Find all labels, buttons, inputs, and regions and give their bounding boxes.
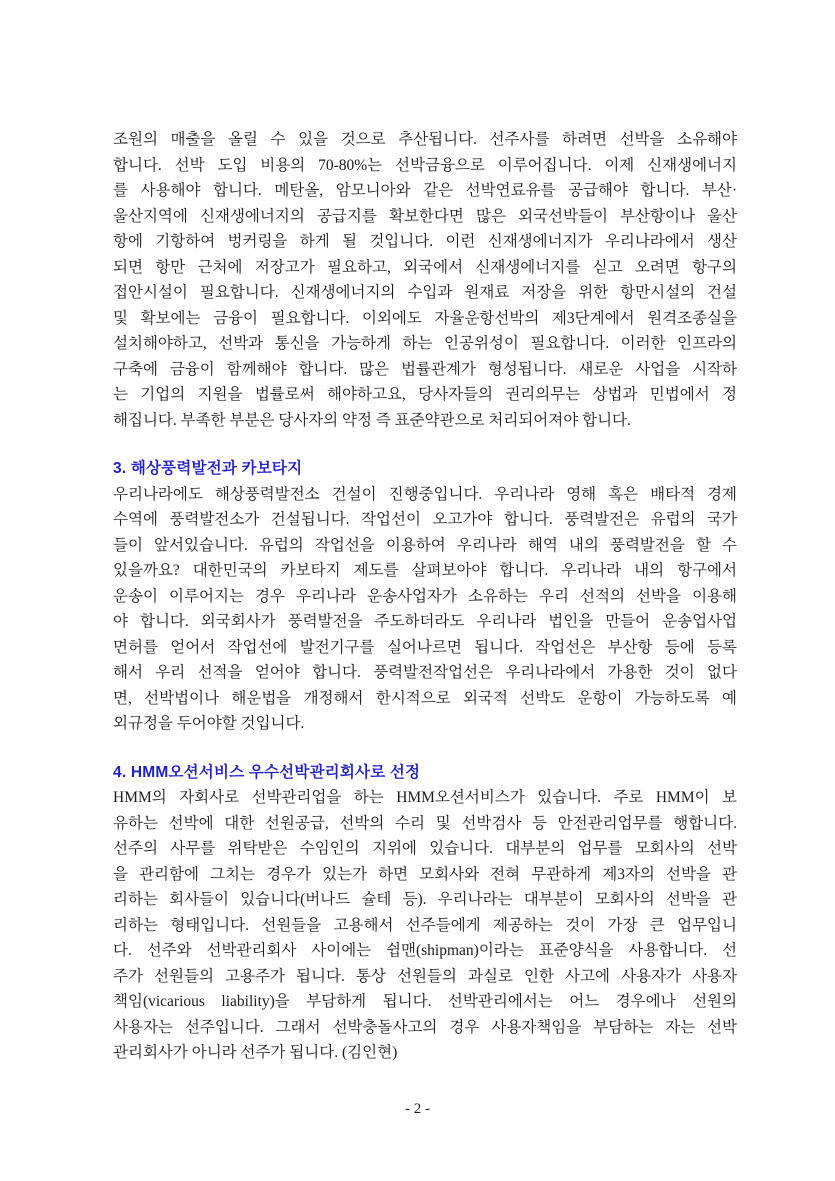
text-line: 야 합니다. 외국회사가 풍력발전을 주도하더라도 우리나라 법인을 만들어 운송업사업: [113, 613, 737, 630]
text-line: 운송이 이루어지는 경우 우리나라 운송사업자가 소유하는 우리 선적의 선박을 이용해: [113, 587, 737, 605]
text-line: 는 기업의 지원을 법률로써 해야하고요, 당사자들의 권리의무는 상법과 민법에서 정: [113, 386, 737, 403]
text-line: 설치해야하고, 선박과 통신을 가능하게 하는 인공위성이 필요합니다. 이러한 인프라의: [113, 335, 737, 352]
text-line: 되면 항만 근처에 저장고가 필요하고, 외국에서 신재생에너지를 싣고 오려면 항구의: [113, 258, 737, 276]
text-line: 를 사용해야 합니다. 메탄올, 암모니아와 같은 선박연료유를 공급해야 합니다. 부산·: [113, 182, 737, 199]
text-line: 해집니다. 부족한 부분은 당사자의 약정 즉 표준약관으로 처리되어져야 합니다.: [113, 411, 631, 429]
text-line: HMM의 자회사로 선박관리업을 하는 HMM오션서비스가 있습니다. 주로 HMM이 보: [113, 789, 737, 806]
text-line: 접안시설이 필요합니다. 신재생에너지의 수입과 원재료 저장을 위한 항만시설의 건설: [113, 284, 737, 301]
text-line: 울산지역에 신재생에너지의 공급지를 확보한다면 많은 외국선박들이 부산항이나 울산: [113, 207, 737, 225]
text-line: 면허를 얻어서 작업선에 발전기구를 실어나르면 됩니다. 작업선은 부산항 등에 등록: [113, 638, 737, 656]
text-line: 다. 선주와 선박관리회사 사이에는 쉽맨(shipman)이라는 표준양식을 사용합니다. 선: [113, 942, 737, 959]
text-line: 조원의 매출을 올릴 수 있을 것으로 추산됩니다. 선주사를 하려면 선박을 소유해야: [113, 131, 737, 148]
text-line: 있을까요? 대한민국의 카보타지 제도를 살펴보아야 합니다. 우리나라 내의 항구에서: [113, 562, 737, 579]
text-line: 책임(vicarious liability)을 부담하게 됩니다. 선박관리에서는 어느 경우에나 선원의: [113, 993, 737, 1010]
text-line: 관리회사가 아니라 선주가 됩니다. (김인현): [113, 1044, 398, 1061]
section-3-heading: 3. 해상풍력발전과 카보타지: [113, 460, 303, 477]
text-line: 사용자는 선주입니다. 그래서 선박충돌사고의 경우 사용자책임을 부담하는 자는 선박: [113, 1018, 737, 1036]
text-line: 면, 선박법이나 해운법을 개정해서 한시적으로 외국적 선박도 운항이 가능하도록 예: [113, 689, 737, 707]
text-line: 합니다. 선박 도입 비용의 70-80%는 선박금융으로 이루어집니다. 이제 신재생에너지: [113, 156, 737, 174]
text-line: 우리나라에도 해상풍력발전소 건설이 진행중입니다. 우리나라 영해 혹은 배타적 경제: [113, 485, 737, 503]
text-line: 외규정을 두어야할 것입니다.: [113, 715, 305, 732]
intro-paragraph: [113, 127, 737, 433]
document-content: [113, 127, 737, 1089]
text-line: 리하는 형태입니다. 선원들을 고용해서 선주들에게 제공하는 것이 가장 큰 업무입니: [113, 916, 737, 934]
text-line: 해서 우리 선적을 얻어야 합니다. 풍력발전작업선은 우리나라에서 가용한 것이 없다: [113, 664, 737, 681]
text-line: 들이 앞서있습니다. 유럽의 작업선을 이용하여 우리나라 해역 내의 풍력발전을 할 수: [113, 536, 737, 554]
text-line: 선주의 사무를 위탁받은 수임인의 지위에 있습니다. 대부분의 업무를 모회사의 선박: [113, 840, 737, 857]
text-line: 및 확보에는 금융이 필요합니다. 이외에도 자율운항선박의 제3단계에서 원격조종실을: [113, 309, 737, 327]
section-4-heading: 4. HMM오션서비스 우수선박관리회사로 선정: [113, 763, 421, 781]
text-line: 항에 기항하여 벙커링을 하게 될 것입니다. 이런 신재생에너지가 우리나라에서 생산: [113, 233, 737, 250]
text-line: 유하는 선박에 대한 선원공급, 선박의 수리 및 선박검사 등 안전관리업무를 행합니다.: [113, 814, 737, 832]
page-number: - 2 -: [405, 1101, 430, 1117]
text-line: 리하는 회사들이 있습니다(버나드 슐테 등). 우리나라는 대부분이 모회사의 선박을 관: [113, 891, 737, 908]
text-line: 수역에 풍력발전소가 건설됩니다. 작업선이 오고가야 합니다. 풍력발전은 유럽의 국가: [113, 511, 737, 528]
section-3-paragraph: [113, 482, 737, 737]
text-line: 주가 선원들의 고용주가 됩니다. 통상 선원들의 과실로 인한 사고에 사용자가 사용자: [113, 967, 737, 985]
text-line: 을 관리함에 그치는 경우가 있는가 하면 모회사와 전혀 무관하게 제3자의 선박을 관: [113, 865, 737, 883]
section-4-paragraph: [113, 785, 737, 1066]
text-line: 구축에 금융이 함께해야 합니다. 많은 법률관계가 형성됩니다. 새로운 사업을 시작하: [113, 360, 737, 378]
